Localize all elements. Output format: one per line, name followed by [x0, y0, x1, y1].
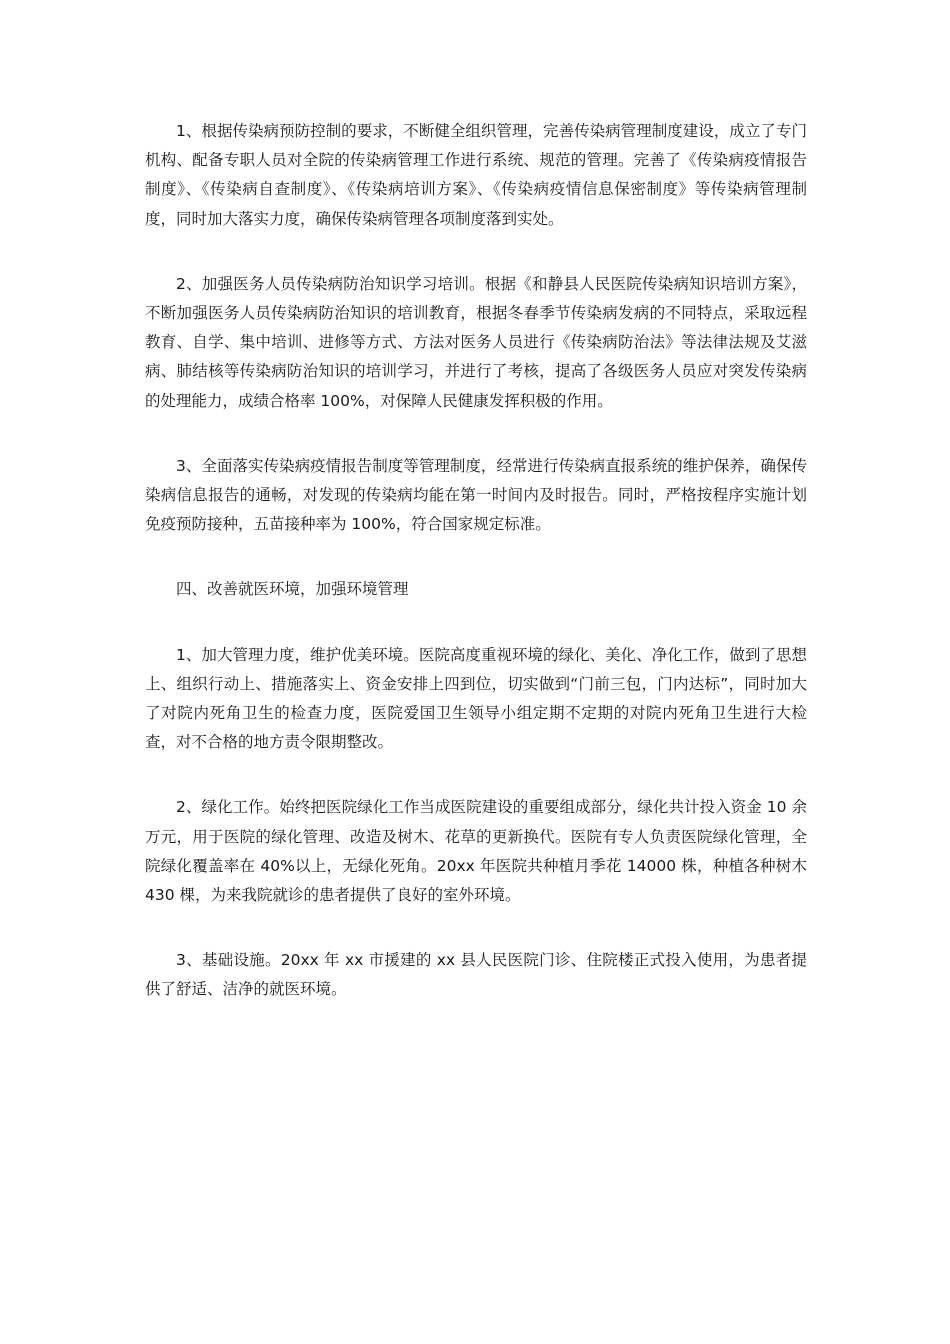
paragraph-greening-2: 2、绿化工作。始终把医院绿化工作当成医院建设的重要组成部分，绿化共计投入资金 10 余万元，用于医院的绿化管理、改造及树木、花草的更新换代。医院有专人负责医院绿化管理，全院绿化覆盖率在 40%以上，无绿化死角。20xx 年医院共种植月季花 14000 株，种植各种树木 430 棵，为来我院就诊的患者提供了良好的室外环境。 — [145, 798, 807, 905]
paragraph-infrastructure-3: 3、基础设施。20xx 年 xx 市援建的 xx 县人民医院门诊、住院楼正式投入使用，为患者提供了舒适、洁净的就医环境。 — [145, 951, 807, 999]
paragraph-infectious-control-1: 1、根据传染病预防控制的要求，不断健全组织管理，完善传染病管理制度建设，成立了专门机构、配备专职人员对全院的传染病管理工作进行系统、规范的管理。完善了《传染病疫情报告制度》、《传染病自查制度》、《传染病培训方案》、《传染病疫情信息保密制度》等传染病管理制度，同时加大落实力度，确保传染病管理各项制度落到实处。 — [145, 122, 807, 228]
paragraph-environment-management-1: 1、加大管理力度，维护优美环境。医院高度重视环境的绿化、美化、净化工作，做到了思想上、组织行动上、措施落实上、资金安排上四到位，切实做到“门前三包，门内达标”，同时加大了对院内死角卫生的检查力度，医院爱国卫生领导小组定期不定期的对院内死角卫生进行大检查，对不合格的地方责令限期整改。 — [145, 645, 807, 752]
paragraph-infectious-training-2: 2、加强医务人员传染病防治知识学习培训。根据《和静县人民医院传染病知识培训方案》，不断加强医务人员传染病防治知识的培训教育，根据冬春季节传染病发病的不同特点，采取远程教育、自学、集中培训、进修等方式、方法对医务人员进行《传染病防治法》等法律法规及艾滋病、肺结核等传染病防治知识的培训学习，并进行了考核，提高了各级医务人员应对突发传染病的处理能力，成绩合格率 100%，对保障人民健康发挥积极的作用。 — [145, 274, 807, 410]
paragraph-infectious-report-3: 3、全面落实传染病疫情报告制度等管理制度，经常进行传染病直报系统的维护保养，确保传染病信息报告的通畅，对发现的传染病均能在第一时间内及时报告。同时，严格按程序实施计划免疫预防接种，五苗接种率为 100%，符合国家规定标准。 — [145, 456, 807, 534]
section-heading-environment: 四、改善就医环境，加强环境管理 — [176, 580, 409, 599]
document-body — [145, 117, 807, 1041]
